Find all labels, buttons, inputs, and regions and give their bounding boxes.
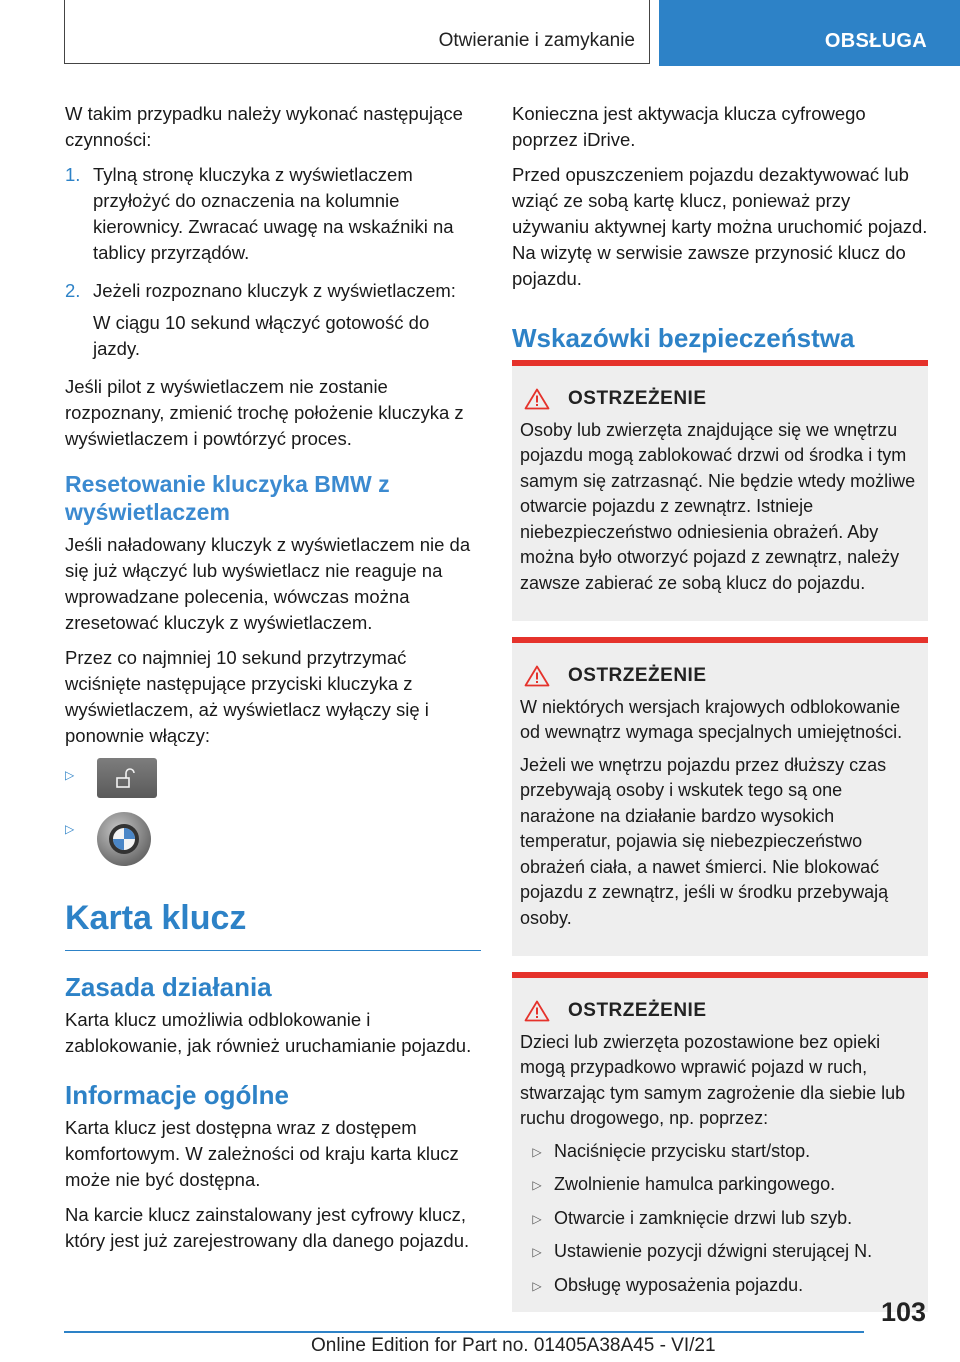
after-steps-paragraph: Jeśli pilot z wyświetlaczem nie zostanie rozpoznany, zmienić trochę położenie kluczyka z wyświetlaczem i powtórzyć proces. xyxy=(65,376,464,449)
bullet-triangle-icon: ▷ xyxy=(65,822,75,836)
header-section-tab xyxy=(659,0,960,66)
header-title-box xyxy=(64,0,650,64)
warning-list-text: Naciśnięcie przycisku start/stop. xyxy=(554,1140,811,1161)
list-item xyxy=(520,1206,918,1233)
unlock-button-icon xyxy=(97,758,157,798)
left-column xyxy=(65,101,481,1263)
list-item xyxy=(520,1239,918,1266)
info-heading: Informacje ogólne xyxy=(65,1080,289,1110)
step-text: Jeżeli rozpoznano kluczyk z wyświetlaczem: xyxy=(93,280,456,301)
header-section-label: OBSŁUGA xyxy=(824,30,927,52)
list-item xyxy=(65,162,481,272)
warning-title: OSTRZEŻENIE xyxy=(568,388,707,409)
list-item xyxy=(520,1139,918,1166)
step-subtext: W ciągu 10 sekund włączyć gotowość do jazdy. xyxy=(93,312,430,359)
list-item xyxy=(520,1172,918,1199)
intro-paragraph: W takim przypadku należy wykonać następujące czynności: xyxy=(65,103,463,150)
bullet-triangle-icon: ▷ xyxy=(532,1178,542,1192)
warning-box xyxy=(512,972,928,1312)
list-item xyxy=(65,278,481,368)
warning-box xyxy=(512,360,928,621)
reset-heading: Resetowanie kluczyka BMW z wyświetlaczem xyxy=(65,471,390,525)
karta-heading: Karta klucz xyxy=(65,896,481,951)
list-item xyxy=(520,1273,918,1300)
warning-text: Jeżeli we wnętrzu pojazdu przez dłuższy czas przebywają osoby i wskutek tego są one narażone na działanie bardzo wysokich temperatur, pojawia się niebezpieczeństwo obrażeń ciała, a nawet śmierci. Nie blokować pojazdu z zewnątrz, jeśli w środku przebywają osoby. xyxy=(520,754,889,928)
zasada-heading: Zasada działania xyxy=(65,972,272,1002)
warning-list-text: Obsługę wyposażenia pojazdu. xyxy=(554,1274,804,1295)
bullet-triangle-icon: ▷ xyxy=(532,1245,542,1259)
bullet-triangle-icon: ▷ xyxy=(532,1211,542,1226)
steps-list xyxy=(65,162,481,368)
right-paragraph-2: Przed opuszczeniem pojazdu dezaktywować lub wziąć ze sobą kartę klucz, ponieważ przy używaniu aktywnej karty można uruchomić pojazd. Na wizytę w serwisie zawsze przynosić klucz do pojazdu. xyxy=(512,164,928,289)
zasada-paragraph: Karta klucz umożliwia odblokowanie i zablokowanie, jak również uruchamianie pojazdu. xyxy=(65,1009,472,1056)
warning-triangle-icon xyxy=(520,1000,554,1022)
warning-list-text: Ustawienie pozycji dźwigni sterującej N. xyxy=(554,1241,873,1261)
warning-box xyxy=(512,637,928,956)
info-paragraph-2: Na karcie klucz zainstalowany jest cyfrowy klucz, który jest już zarejestrowany dla danego pojazdu. xyxy=(65,1204,470,1251)
bullet-triangle-icon: ▷ xyxy=(532,1144,542,1159)
list-item xyxy=(65,758,481,798)
reset-paragraph-2: Przez co najmniej 10 sekund przytrzymać wciśnięte następujące przyciski kluczyka z wyświetlaczem, aż wyświetlacz wyłączy się i ponownie włączy: xyxy=(65,647,429,746)
reset-paragraph-1: Jeśli naładowany kluczyk z wyświetlaczem nie da się już włączyć lub wyświetlacz nie reaguje na wprowadzane polecenia, wówczas można zresetować kluczyk z wyświetlaczem. xyxy=(65,534,471,633)
warning-text: W niektórych wersjach krajowych odblokowanie od wewnątrz wymaga specjalnych umiejętności. xyxy=(520,696,903,742)
right-paragraph-1: Konieczna jest aktywacja klucza cyfrowego poprzez iDrive. xyxy=(512,103,866,150)
warning-title: OSTRZEŻENIE xyxy=(568,665,707,686)
footer-edition: Online Edition for Part no. 01405A38A45 - VI/21 xyxy=(311,1335,716,1356)
step-number: 1. xyxy=(65,164,81,185)
safety-heading: Wskazówki bezpieczeństwa xyxy=(512,323,855,353)
bmw-logo-button-icon xyxy=(97,812,151,866)
list-item xyxy=(65,812,481,866)
warning-text: Osoby lub zwierzęta znajdujące się we wnętrzu pojazdu mogą zablokować drzwi od środka i tym samym się zatrzasnąć. Nie będzie wtedy możliwe otwarcie pojazdu z zewnątrz. Istnieje niebezpieczeństwo odniesienia obrażeń. Aby można było otworzyć pojazd z zewnątrz, należy zawsze zabierać ze sobą klucz do pojazdu. xyxy=(520,419,916,593)
bullet-triangle-icon: ▷ xyxy=(65,768,75,782)
step-number: 2. xyxy=(65,280,81,301)
warning-triangle-icon xyxy=(520,665,554,687)
warning-triangle-icon xyxy=(520,388,554,410)
warning-title: OSTRZEŻENIE xyxy=(568,1000,707,1021)
bullet-triangle-icon: ▷ xyxy=(532,1278,542,1293)
footer-divider xyxy=(64,1331,864,1333)
warning-text: Dzieci lub zwierzęta pozostawione bez opieki mogą przypadkowo wprawić pojazd w ruch, stwarzając tym samym zagrożenie dla siebie lub ruchu drogowego, np. poprzez: xyxy=(520,1031,906,1128)
page-number: 103 xyxy=(880,1297,926,1327)
step-text: Tylną stronę kluczyka z wyświetlaczem przyłożyć do oznaczenia na kolumnie kierownicy. Zwracać uwagę na wskaźniki na tablicy przyrządów. xyxy=(93,164,454,263)
warning-list-text: Zwolnienie hamulca parkingowego. xyxy=(554,1174,836,1194)
info-paragraph-1: Karta klucz jest dostępna wraz z dostępem komfortowym. W zależności od kraju karta klucz może nie być dostępna. xyxy=(65,1117,459,1190)
right-column xyxy=(512,101,928,1312)
header-title: Otwieranie i zamykanie xyxy=(438,30,635,51)
warning-list-text: Otwarcie i zamknięcie drzwi lub szyb. xyxy=(554,1207,853,1228)
